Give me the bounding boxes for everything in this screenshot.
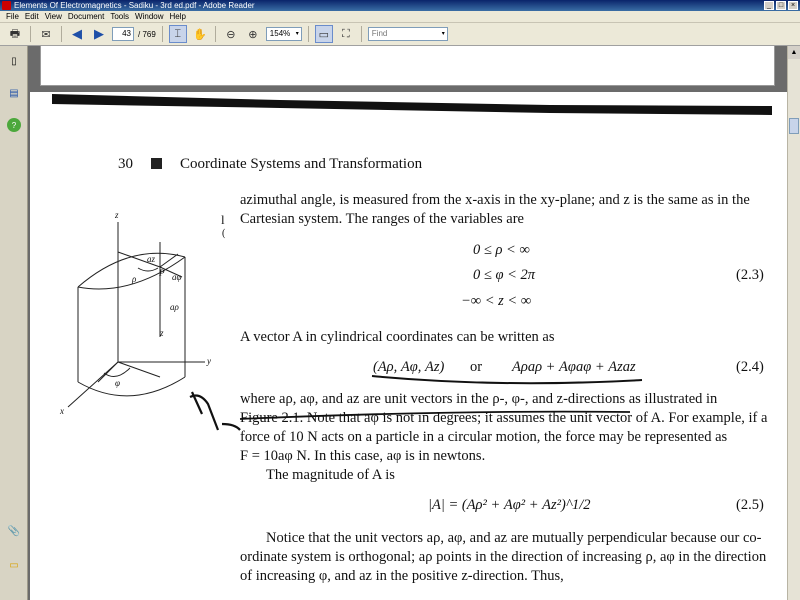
menu-help[interactable]: Help: [169, 12, 186, 21]
next-page-icon[interactable]: ▶: [94, 26, 104, 41]
full-screen-icon[interactable]: ⛶: [341, 27, 350, 40]
toolbar-divider: [215, 26, 216, 42]
page-number-input[interactable]: 43: [112, 27, 134, 41]
email-icon[interactable]: ✉: [41, 28, 51, 41]
equation-number: (2.3): [736, 267, 764, 283]
figure-label: aρ: [170, 302, 179, 312]
text-line: Cartesian system. The ranges of the variables are: [240, 211, 524, 227]
bookmarks-panel-icon[interactable]: ▤: [9, 87, 19, 99]
figure-label: φ: [115, 378, 120, 388]
chapter-heading: Coordinate Systems and Transformation: [180, 156, 423, 172]
figure-label: y: [207, 356, 211, 366]
menu-document[interactable]: Document: [67, 12, 105, 21]
select-tool-icon[interactable]: ⌶: [169, 25, 187, 43]
scrollbar-thumb[interactable]: [789, 118, 799, 134]
equation-underline: [372, 376, 642, 383]
menu-window[interactable]: Window: [135, 12, 164, 21]
hand-tool-icon[interactable]: ✋: [192, 28, 207, 41]
page-total: / 769: [138, 29, 156, 39]
toolbar-divider: [162, 26, 163, 42]
text-line: Figure 2.1. Note that aφ is not in degrees; it assumes the unit vector of A. For example, if a: [240, 410, 768, 426]
text-line: force of 10 N acts on a particle in a circular motion, the force may be represented as: [240, 429, 728, 445]
adobe-reader-icon: [2, 1, 11, 10]
find-input[interactable]: Find ▾: [368, 27, 448, 41]
toolbar-divider: [361, 26, 362, 42]
cut-letter: l: [221, 212, 225, 227]
fit-page-icon[interactable]: ▭: [315, 25, 333, 43]
figure-label: az: [147, 254, 156, 264]
figure-label: z: [115, 210, 119, 220]
equation-number: (2.4): [736, 359, 764, 375]
equation-part: (Aρ, Aφ, Az): [373, 359, 445, 375]
scroll-up-icon[interactable]: ▲: [788, 46, 800, 59]
cylinder-figure: [68, 222, 205, 407]
cut-letter: (: [222, 228, 226, 239]
title-bar: [0, 0, 800, 11]
menu-tools[interactable]: Tools: [110, 12, 130, 21]
figure-label: ρ: [132, 274, 137, 284]
figure-label: P: [159, 268, 165, 278]
equation-line: 0 ≤ ρ < ∞: [473, 242, 530, 258]
toolbar-divider: [30, 26, 31, 42]
toolbar-divider: [61, 26, 62, 42]
figure-label: z: [160, 328, 164, 338]
previous-page-icon[interactable]: ◀: [72, 26, 82, 41]
zoom-select[interactable]: 154% ▾: [266, 27, 302, 41]
text-line: Notice that the unit vectors aρ, aφ, and az are mutually perpendicular because our co-: [266, 530, 762, 546]
help-icon[interactable]: ?: [7, 118, 21, 132]
equation-part: or: [470, 359, 483, 375]
maximize-button[interactable]: □: [776, 1, 786, 10]
zoom-in-icon[interactable]: ⊕: [248, 28, 258, 41]
header-bullet: [151, 158, 162, 169]
menu-file[interactable]: File: [6, 12, 19, 21]
window-title: Elements Of Electromagnetics - Sadiku - 3rd ed.pdf - Adobe Reader: [14, 1, 255, 10]
equation-line: 0 ≤ φ < 2π: [473, 267, 536, 283]
navigation-pane: [0, 46, 28, 600]
handwritten-mark: [190, 392, 240, 430]
pages-panel-icon[interactable]: ▯: [11, 55, 17, 67]
text-line: azimuthal angle, is measured from the x-axis in the xy-plane; and z is the same as in the: [240, 192, 750, 208]
figure-label: aφ: [172, 272, 182, 282]
page-number: 30: [118, 156, 133, 172]
toolbar-divider: [308, 26, 309, 42]
close-button[interactable]: ×: [788, 1, 798, 10]
menu-edit[interactable]: Edit: [24, 12, 39, 21]
equation-line: |A| = (Aρ² + Aφ² + Az²)^1/2: [428, 497, 591, 513]
menu-bar: [0, 11, 800, 23]
vertical-scrollbar[interactable]: [787, 46, 800, 600]
text-line: A vector A in cylindrical coordinates can be written as: [240, 329, 555, 345]
figure-label: x: [60, 406, 64, 416]
menu-view[interactable]: View: [44, 12, 62, 21]
text-line: ordinate system is orthogonal; aρ points in the direction of increasing ρ, aφ in the direction: [240, 549, 767, 565]
equation-number: (2.5): [736, 497, 764, 513]
print-icon[interactable]: 🖶: [9, 27, 21, 40]
text-line: where aρ, aφ, and az are unit vectors in the ρ-, φ-, and z-directions as illustrated in: [240, 391, 718, 407]
equation-line: −∞ < z < ∞: [461, 293, 532, 309]
minimize-button[interactable]: _: [764, 1, 774, 10]
comments-icon[interactable]: ▭: [9, 559, 19, 571]
toolbar: [0, 23, 800, 46]
text-line: of increasing φ, and az in the positive z-direction. Thus,: [240, 568, 564, 584]
scan-streak: [52, 94, 772, 115]
text-line: F = 10aφ N. In this case, aφ is in newtons.: [240, 448, 486, 464]
pdf-page: [30, 92, 787, 600]
attachments-icon[interactable]: 📎: [7, 525, 21, 537]
text-line: The magnitude of A is: [266, 467, 395, 483]
equation-part: Aρaρ + Aφaφ + Azaz: [512, 359, 636, 375]
previous-page-bottom: [40, 46, 775, 86]
zoom-out-icon[interactable]: ⊖: [226, 28, 236, 41]
